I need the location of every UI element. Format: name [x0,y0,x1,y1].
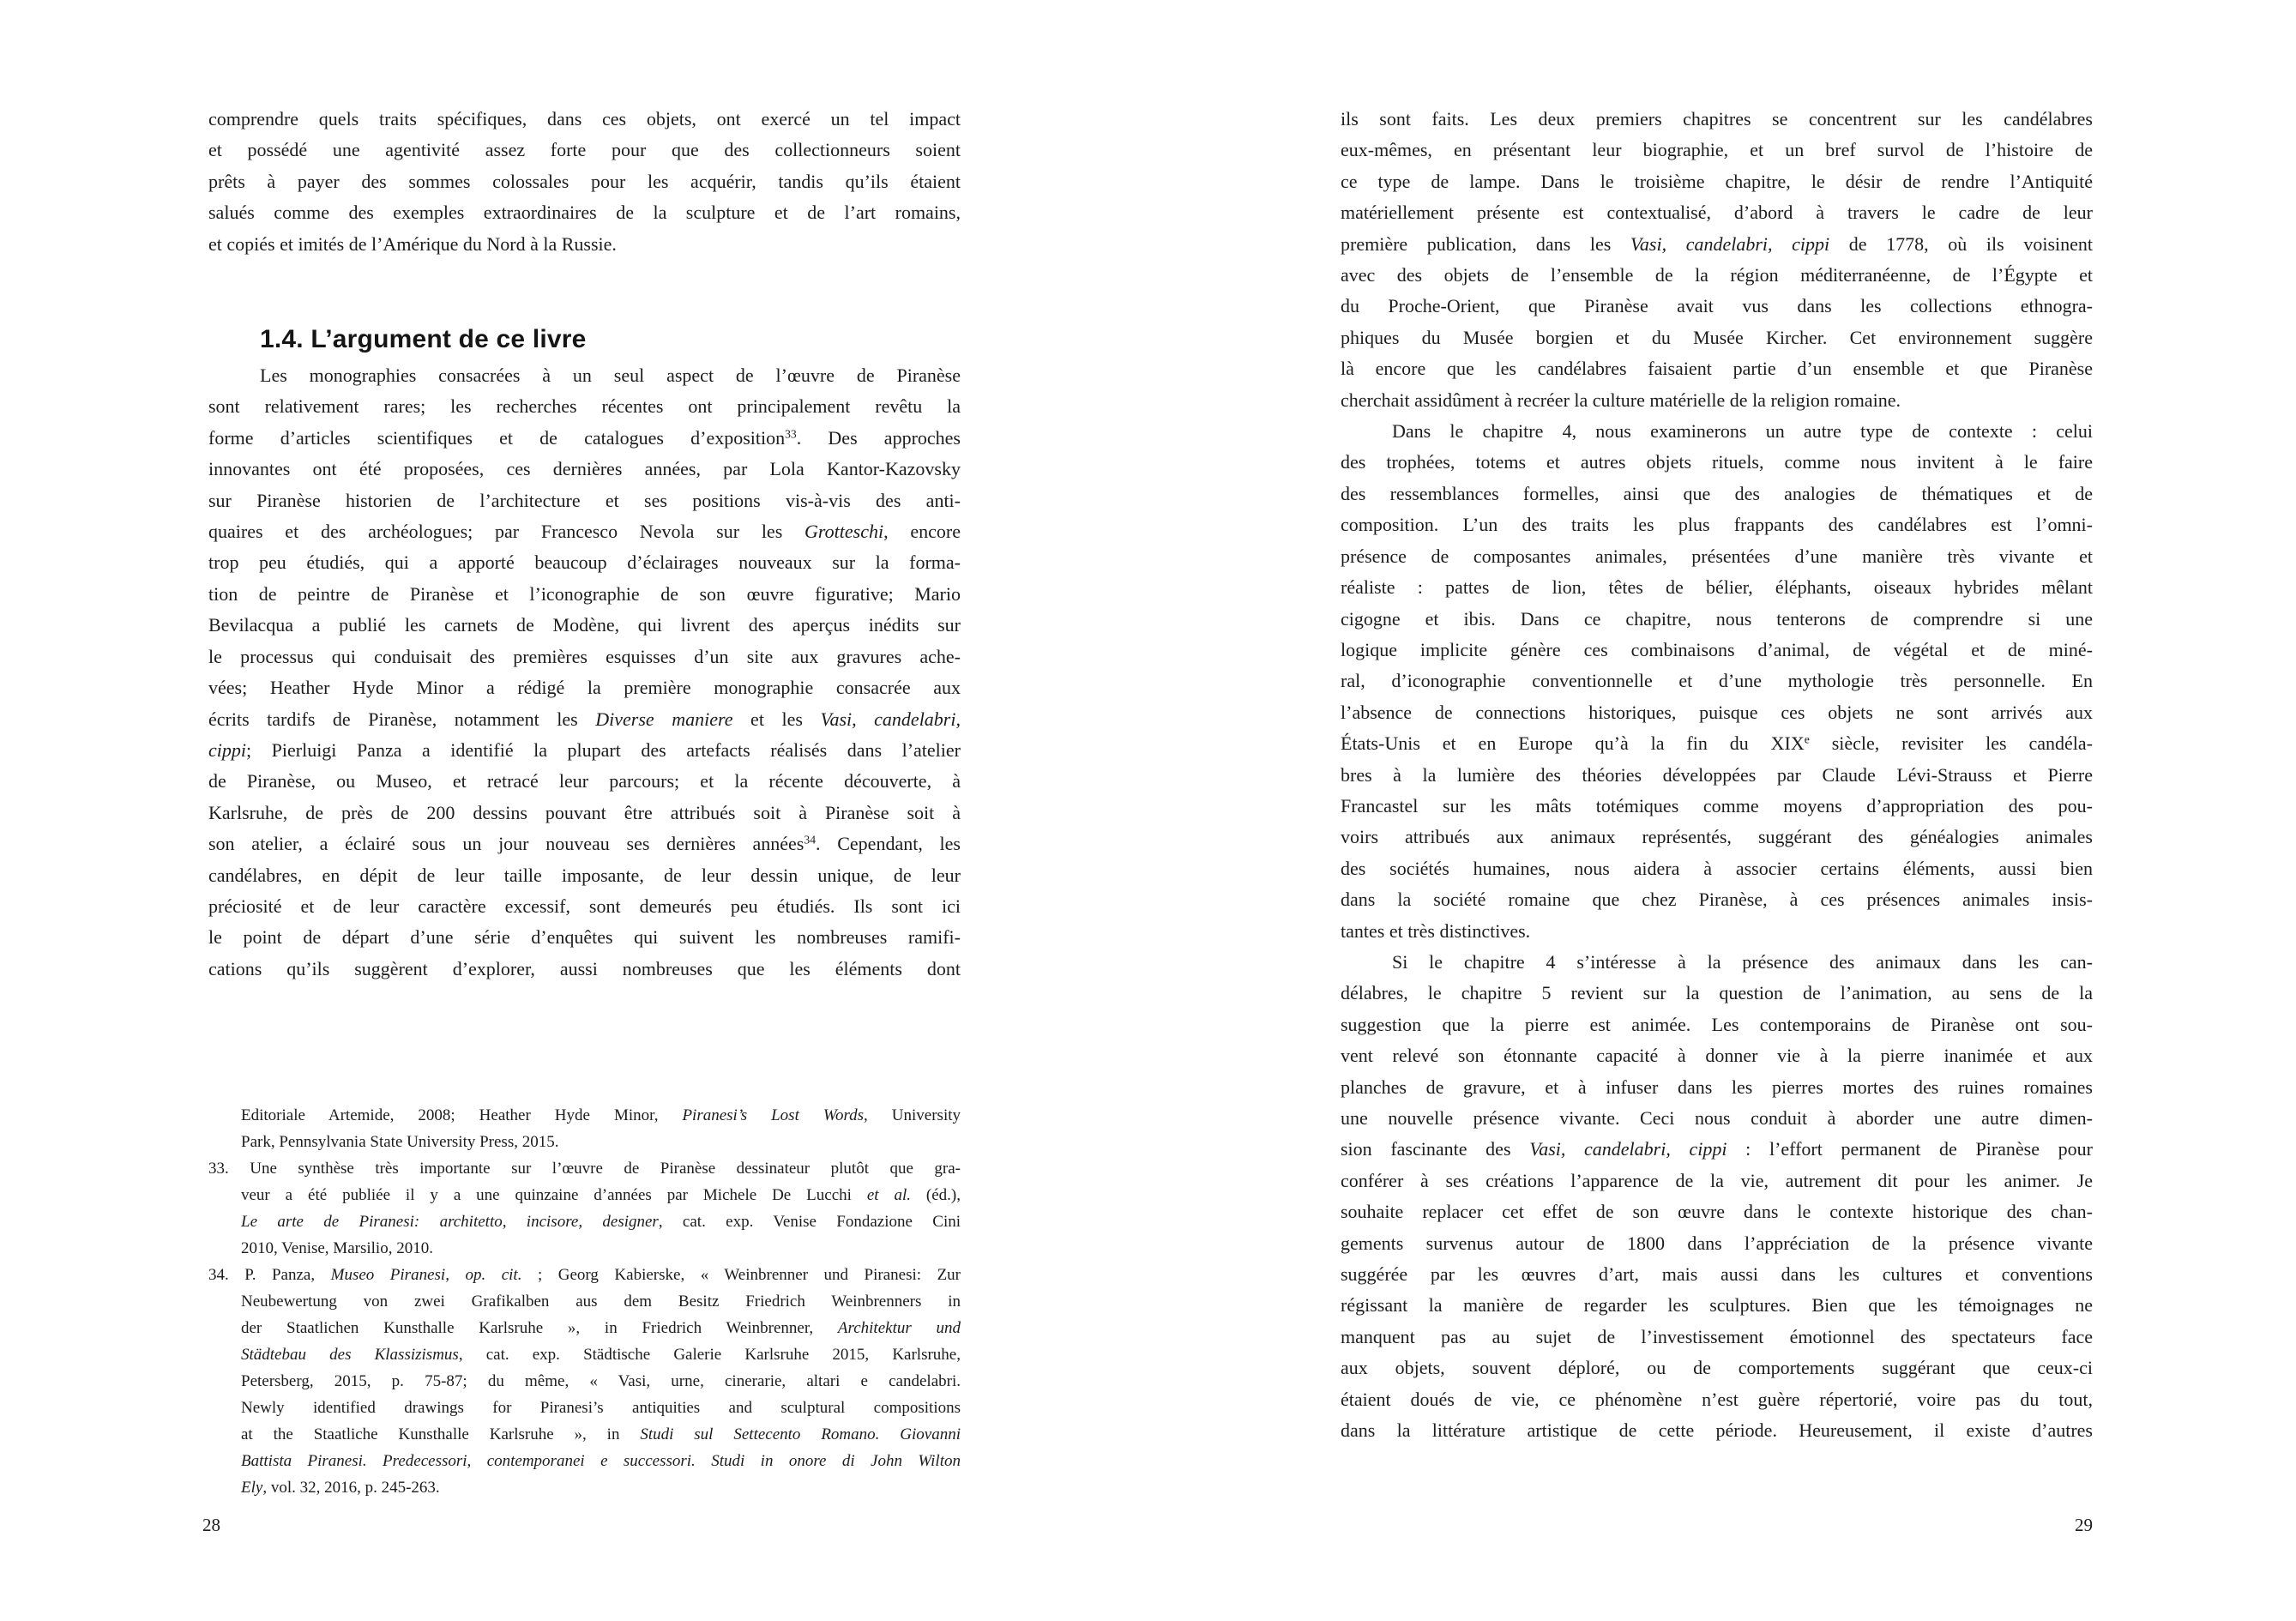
text-line [1341,947,2093,978]
text-run: préciosité et de leur caractère excessif, sont demeurés peu étudiés. Ils sont ici [208,895,961,917]
text-run: et les [732,708,821,730]
text-run: Studi sul Settecento Romano. Giovanni [640,1425,961,1443]
text-line [208,891,961,922]
text-line [208,1129,961,1155]
text-run: Battista Piranesi. Predecessori, contemporanei e successori. Studi in onore di John Wilton [241,1452,961,1470]
text-line [208,1474,961,1501]
text-run: logique implicite génère ces combinaisons d’animal, de végétal et de miné- [1341,638,2093,660]
footnote-continuation [208,1102,961,1155]
text-run: Architektur und [837,1319,961,1337]
text-run: de Piranèse, ou Museo, et retracé leur parcours; et la récente découverte, à [208,770,961,792]
text-line [1341,1228,2093,1259]
text-run: Petersberg, 2015, p. 75-87; du même, « Vasi, urne, cinerarie, altari e candelabri. [241,1372,961,1390]
text-run: de 1778, où ils voisinent [1829,232,2093,255]
text-line [208,1368,961,1395]
text-run: , cat. exp. Venise Fondazione Cini [658,1213,961,1231]
text-line [1341,822,2093,853]
text-run: veur a été publiée il y a une quinzaine d’années par Michele De Lucchi [241,1186,867,1204]
text-run: aux objets, souvent déploré, ou de comportements suggérant que ceux-ci [1341,1357,2093,1379]
text-line [1341,1353,2093,1383]
text-run: des ressemblances formelles, ainsi que des analogies de thématiques et de [1341,482,2093,504]
text-run: présence de composantes animales, présentées d’une manière très vivante et [1341,545,2093,567]
text-line [208,423,961,454]
text-line [1341,916,2093,947]
footnotes-block [208,1102,961,1501]
right-paragraph-1 [1341,104,2093,416]
text-line [208,579,961,610]
text-line [208,1341,961,1368]
text-run: Dans le chapitre 4, nous examinerons un autre type de contexte : celui [1392,420,2093,443]
text-line [208,104,961,135]
text-run: ; Georg Kabierske, « Weinbrenner und Piranesi: Zur [521,1266,961,1284]
page-number-right: 29 [2075,1515,2093,1535]
text-run: sont relativement rares; les recherches récentes ont principalement revêtu la [208,395,961,418]
text-line [208,197,961,228]
text-run: at the Staatliche Kunsthalle Karlsruhe », in [241,1425,641,1443]
text-run: Diverse maniere [595,708,733,730]
text-line [208,135,961,166]
text-run: cigogne et ibis. Dans ce chapitre, nous tenterons de comprendre si une [1341,607,2093,630]
text-line [1341,353,2093,384]
text-run: avec des objets de l’ensemble de la région méditerranéenne, de l’Égypte et [1341,264,2093,286]
page-number-left: 28 [202,1515,220,1535]
text-run: , cat. exp. Städtische Galerie Karlsruhe 2015, Karlsruhe, [458,1346,961,1364]
text-run: op. cit. [465,1266,522,1284]
text-run: : l’effort permanent de Piranèse pour [1727,1138,2094,1160]
text-run: Karlsruhe, de près de 200 dessins pouvant être attribués soit à Piranèse soit à [208,801,961,823]
text-line [208,1288,961,1315]
text-run: suggestion que la pierre est animée. Les contemporains de Piranèse ont sou- [1341,1013,2093,1035]
text-run: Les monographies consacrées à un seul aspect de l’œuvre de Piranèse [260,365,961,387]
text-run: Vasi, candelabri, [820,708,961,730]
text-line [1341,135,2093,166]
text-run: ce type de lampe. Dans le troisième chapitre, le désir de rendre l’Antiquité [1341,170,2093,192]
text-line [208,1155,961,1182]
text-run: innovantes ont été proposées, ces dernières années, par Lola Kantor-Kazovsky [208,458,961,480]
text-run: cations qu’ils suggèrent d’explorer, aussi nombreuses que les éléments dont [208,957,961,979]
text-run: Neubewertung von zwei Grafikalben aus dem Besitz Friedrich Weinbrenners in [241,1293,961,1311]
text-line [208,1182,961,1208]
text-line [1341,791,2093,822]
text-line [208,798,961,829]
text-run: eux-mêmes, en présentant leur biographie, et un bref survol de l’histoire de [1341,139,2093,161]
text-run: Grotteschi [805,521,884,543]
text-run: ils sont faits. Les deux premiers chapitres se concentrent sur les candélabres [1341,108,2093,130]
text-line [208,1448,961,1474]
text-line [1341,509,2093,540]
text-run: voirs attribués aux animaux représentés, suggérant des généalogies animales [1341,826,2093,848]
text-run: Le arte de Piranesi: architetto, incisore, designer [241,1213,659,1231]
text-line [1341,978,2093,1009]
left-paragraph-1 [208,104,961,260]
text-run: Francastel sur les mâts totémiques comme moyens d’appropriation des pou- [1341,794,2093,817]
text-run: dans la société romaine que chez Piranèse, à ces présences animales insis- [1341,889,2093,911]
text-line [1341,416,2093,447]
text-line [208,672,961,703]
right-paragraph-3 [1341,947,2093,1447]
text-run: , [445,1266,466,1284]
text-run: réaliste : pattes de lion, têtes de bélier, éléphants, oiseaux hybrides mêlant [1341,576,2093,599]
text-run: (éd.), [911,1186,961,1204]
text-line [1341,385,2093,416]
text-run: quaires et des archéologues; par Francesco Nevola sur les [208,521,805,543]
text-run: là encore que les candélabres faisaient partie d’un ensemble et que Piranèse [1341,358,2093,380]
right-page-text-block [1341,104,2093,1446]
left-page-text-block [208,104,961,985]
text-run: . Des approches [796,426,961,449]
text-run: vent relevé son étonnante capacité à donner vie à la pierre inanimée et aux [1341,1045,2093,1067]
text-line [208,860,961,891]
text-line [208,547,961,578]
text-line [1341,884,2093,915]
text-run: Park, Pennsylvania State University Press, 2015. [241,1133,559,1151]
text-line [208,360,961,391]
text-run: et copiés et imités de l’Amérique du Nord à la Russie. [208,232,617,255]
text-line [1341,1259,2093,1290]
text-line [208,642,961,672]
text-run: États-Unis et en Europe qu’à la fin du XIX [1341,732,1805,755]
text-run: der Staatlichen Kunsthalle Karlsruhe », in Friedrich Weinbrenner, [241,1319,838,1337]
footnote-34 [208,1262,961,1501]
text-run: suggérée par les œuvres d’art, mais aussi dans les cultures et conventions [1341,1263,2093,1286]
text-run: sur Piranèse historien de l’architecture et ses positions vis-à-vis des anti- [208,489,961,511]
text-run: , encore [883,521,961,543]
text-run: souhaite replacer cet effet de son œuvre dans le contexte historique des chan- [1341,1201,2093,1223]
left-paragraph-2 [208,360,961,985]
text-line [208,922,961,953]
text-run: comprendre quels traits spécifiques, dans ces objets, ont exercé un tel impact [208,108,961,130]
text-line [1341,666,2093,696]
text-run: Si le chapitre 4 s’intéresse à la présence des animaux dans les can- [1392,950,2093,973]
text-run: 33. Une synthèse très importante sur l’œuvre de Piranèse dessinateur plutôt que gra- [208,1160,961,1178]
text-run: le point de départ d’une série d’enquêtes qui suivent les nombreuses ramifi- [208,926,961,949]
text-run: matériellement présente est contextualisé, d’abord à travers le cadre de leur [1341,202,2093,224]
text-run: Städtebau des Klassizismus [241,1346,459,1364]
text-line [1341,1415,2093,1446]
text-line [208,391,961,422]
text-run: planches de gravure, et à infuser dans les pierres mortes des ruines romaines [1341,1076,2093,1098]
text-run: l’absence de connections historiques, puisque ces objets ne sont arrivés aux [1341,701,2093,723]
footnote-reference: e [1804,732,1810,746]
text-line [208,704,961,735]
text-line [1341,447,2093,478]
text-run: des sociétés humaines, nous aidera à associer certains éléments, aussi bien [1341,857,2093,879]
text-run: forme d’articles scientifiques et de catalogues d’exposition [208,426,786,449]
text-line [208,766,961,797]
text-run: régissant la manière de regarder les sculptures. Bien que les témoignages ne [1341,1294,2093,1317]
text-line [208,229,961,260]
text-line [1341,541,2093,572]
text-line [208,1102,961,1129]
text-line [1341,1322,2093,1353]
text-run: première publication, dans les [1341,232,1630,255]
text-run: une nouvelle présence vivante. Ceci nous conduit à aborder une autre dimen- [1341,1107,2093,1129]
text-run: salués comme des exemples extraordinaires de la sculpture et de l’art romains, [208,202,961,224]
text-line [1341,197,2093,228]
text-line [208,1235,961,1262]
text-line [1341,1103,2093,1134]
text-line [1341,166,2093,197]
text-line [1341,1009,2093,1040]
text-run: vées; Heather Hyde Minor a rédigé la première monographie consacrée aux [208,677,961,699]
text-line [208,1262,961,1288]
section-heading: 1.4. L’argument de ce livre [260,325,587,354]
text-line [1341,322,2093,353]
text-line [208,166,961,197]
text-line [208,829,961,859]
text-run: dans la littérature artistique de cette période. Heureusement, il existe d’autres [1341,1419,2093,1442]
footnote-reference: 33 [785,427,797,441]
text-line [208,1395,961,1421]
text-run: et al. [866,1186,911,1204]
text-line [1341,1384,2093,1415]
text-line [1341,229,2093,260]
text-line [1341,260,2093,291]
text-run: cippi [208,738,246,761]
footnote-33 [208,1155,961,1262]
footnote-reference: 34 [804,833,816,847]
text-line [1341,604,2093,635]
text-run: conférer à ses créations l’apparence de la vie, autrement dit pour les animer. Je [1341,1169,2093,1191]
text-run: candélabres, en dépit de leur taille imposante, de leur dessin unique, de leur [208,864,961,886]
text-line [1341,1072,2093,1103]
text-run: étaient doués de vie, ce phénomène n’est guère répertorié, voire pas du tout, [1341,1388,2093,1410]
text-run: prêts à payer des sommes colossales pour les acquérir, tandis qu’ils étaient [208,170,961,192]
text-run: tion de peintre de Piranèse et l’iconographie de son œuvre figurative; Mario [208,582,961,605]
text-run: son atelier, a éclairé sous un jour nouveau ses dernières années [208,833,805,855]
text-run: Bevilacqua a publié les carnets de Modène, qui livrent des aperçus inédits sur [208,614,961,636]
text-line [208,954,961,985]
text-line [208,516,961,547]
text-run: . Cependant, les [816,833,961,855]
text-line [1341,291,2093,322]
text-run: bres à la lumière des théories développées par Claude Lévi-Strauss et Pierre [1341,763,2093,786]
text-run: manquent pas au sujet de l’investissement émotionnel des spectateurs face [1341,1325,2093,1347]
text-line [208,485,961,516]
text-line [1341,1290,2093,1321]
text-run: du Proche-Orient, que Piranèse avait vus dans les collections ethnogra- [1341,295,2093,317]
text-line [208,735,961,766]
text-run: Piranesi’s Lost Words [682,1106,865,1124]
text-run: , University [864,1106,961,1124]
text-line [1341,635,2093,666]
text-run: le processus qui conduisait des premières esquisses d’un site aux gravures ache- [208,645,961,667]
text-line [1341,1040,2093,1071]
text-line [208,1315,961,1341]
text-line [1341,1134,2093,1165]
text-run: écrits tardifs de Piranèse, notamment les [208,708,596,730]
text-run: sion fascinante des [1341,1138,1530,1160]
text-run: siècle, revisiter les candéla- [1809,732,2093,755]
text-run: , vol. 32, 2016, p. 245-263. [262,1479,440,1497]
text-run: Museo Piranesi [330,1266,446,1284]
text-run: tantes et très distinctives. [1341,919,1531,942]
text-run: phiques du Musée borgien et du Musée Kircher. Cet environnement suggère [1341,326,2093,348]
text-line [1341,104,2093,135]
text-line [208,1208,961,1235]
text-run: Vasi, candelabri, cippi [1529,1138,1727,1160]
text-line [208,454,961,485]
text-line [208,1421,961,1448]
text-line [1341,728,2093,759]
text-run: ; Pierluigi Panza a identifié la plupart des artefacts réalisés dans l’atelier [246,738,961,761]
text-run: Ely [241,1479,263,1497]
text-line [1341,697,2093,728]
text-run: Vasi, candelabri, cippi [1630,232,1830,255]
text-run: trop peu étudiés, qui a apporté beaucoup d’éclairages nouveaux sur la forma- [208,551,961,574]
text-line [1341,1166,2093,1196]
text-run: Newly identified drawings for Piranesi’s antiquities and sculptural compositions [241,1399,961,1417]
text-line [1341,760,2093,791]
text-run: cherchait assidûment à recréer la culture matérielle de la religion romaine. [1341,389,1901,411]
text-line [1341,479,2093,509]
text-line [1341,853,2093,884]
text-run: gements survenus autour de 1800 dans l’appréciation de la présence vivante [1341,1232,2093,1254]
text-run: des trophées, totems et autres objets rituels, comme nous invitent à le faire [1341,451,2093,473]
text-run: ral, d’iconographie conventionnelle et d’une mythologie très personnelle. En [1341,670,2093,692]
text-line [1341,1196,2093,1227]
text-run: et possédé une agentivité assez forte pour que des collectionneurs soient [208,139,961,161]
text-run: Editoriale Artemide, 2008; Heather Hyde Minor, [241,1106,683,1124]
text-run: 2010, Venise, Marsilio, 2010. [241,1239,433,1257]
text-run: composition. L’un des traits les plus frappants des candélabres est l’omni- [1341,514,2093,536]
text-line [1341,572,2093,603]
right-paragraph-2 [1341,416,2093,947]
text-run: 34. P. Panza, [208,1266,331,1284]
text-run: délabres, le chapitre 5 revient sur la question de l’animation, au sens de la [1341,982,2093,1004]
text-line [208,610,961,641]
